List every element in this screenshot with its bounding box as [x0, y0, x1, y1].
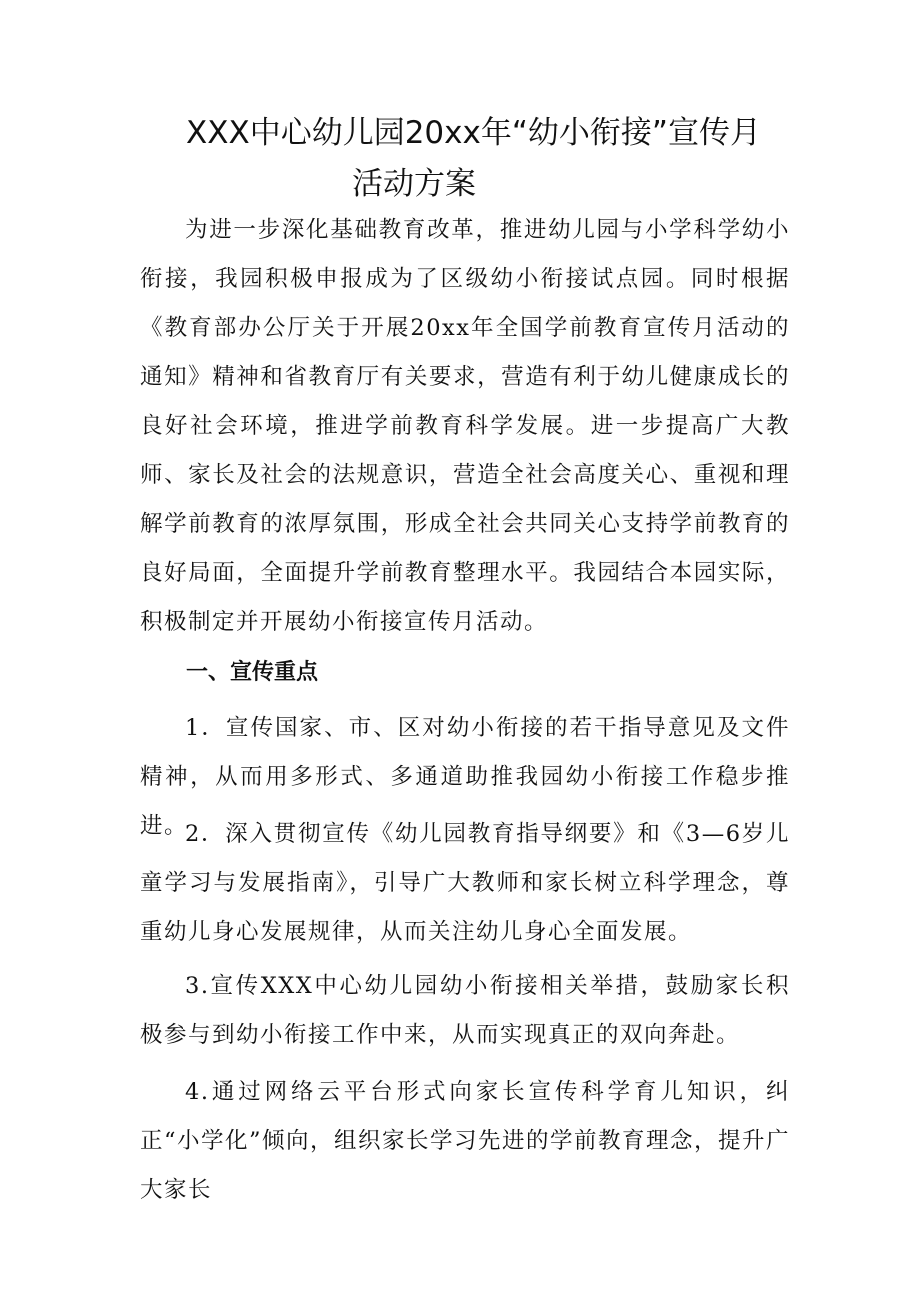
section-heading-1: 一、宣传重点 — [186, 660, 319, 685]
list-item-1: 1．宣传国家、市、区对幼小衔接的若干指导意见及文件精神，从而用多形式、多通道助推我园幼小衔接工作稳步推进。 — [140, 715, 790, 839]
document-title — [186, 108, 786, 210]
title-line-2: 活动方案 — [352, 166, 476, 202]
intro-paragraph: 为进一步深化基础教育改革，推进幼儿园与小学科学幼小衔接，我园积极申报成为了区级幼小衔接试点园。同时根据《教育部办公厅关于开展20xx年全国学前教育宣传月活动的通知》精神和省教育厅有关要求，营造有利于幼儿健康成长的良好社会环境，推进学前教育科学发展。进一步提高广大教师、家长及社会的法规意识，营造全社会高度关心、重视和理解学前教育的浓厚氛围，形成全社会共同关心支持学前教育的良好局面，全面提升学前教育整理水平。我园结合本园实际，积极制定并开展幼小衔接宣传月活动。 — [140, 217, 790, 635]
list-item-3: 3.宣传XXX中心幼儿园幼小衔接相关举措，鼓励家长积极参与到幼小衔接工作中来，从而实现真正的双向奔赴。 — [140, 973, 790, 1048]
list-item-2: 2．深入贯彻宣传《幼儿园教育指导纲要》和《3—6岁儿童学习与发展指南》，引导广大教师和家长树立科学理念，尊重幼儿身心发展规律，从而关注幼儿身心全面发展。 — [140, 821, 790, 945]
title-line-1: XXX中心幼儿园20xx年“幼小衔接”宣传月 — [186, 115, 761, 151]
list-item-4: 4.通过网络云平台形式向家长宣传科学育儿知识，纠正“小学化”倾向，组织家长学习先进的学前教育理念，提升广大家长 — [140, 1079, 791, 1203]
